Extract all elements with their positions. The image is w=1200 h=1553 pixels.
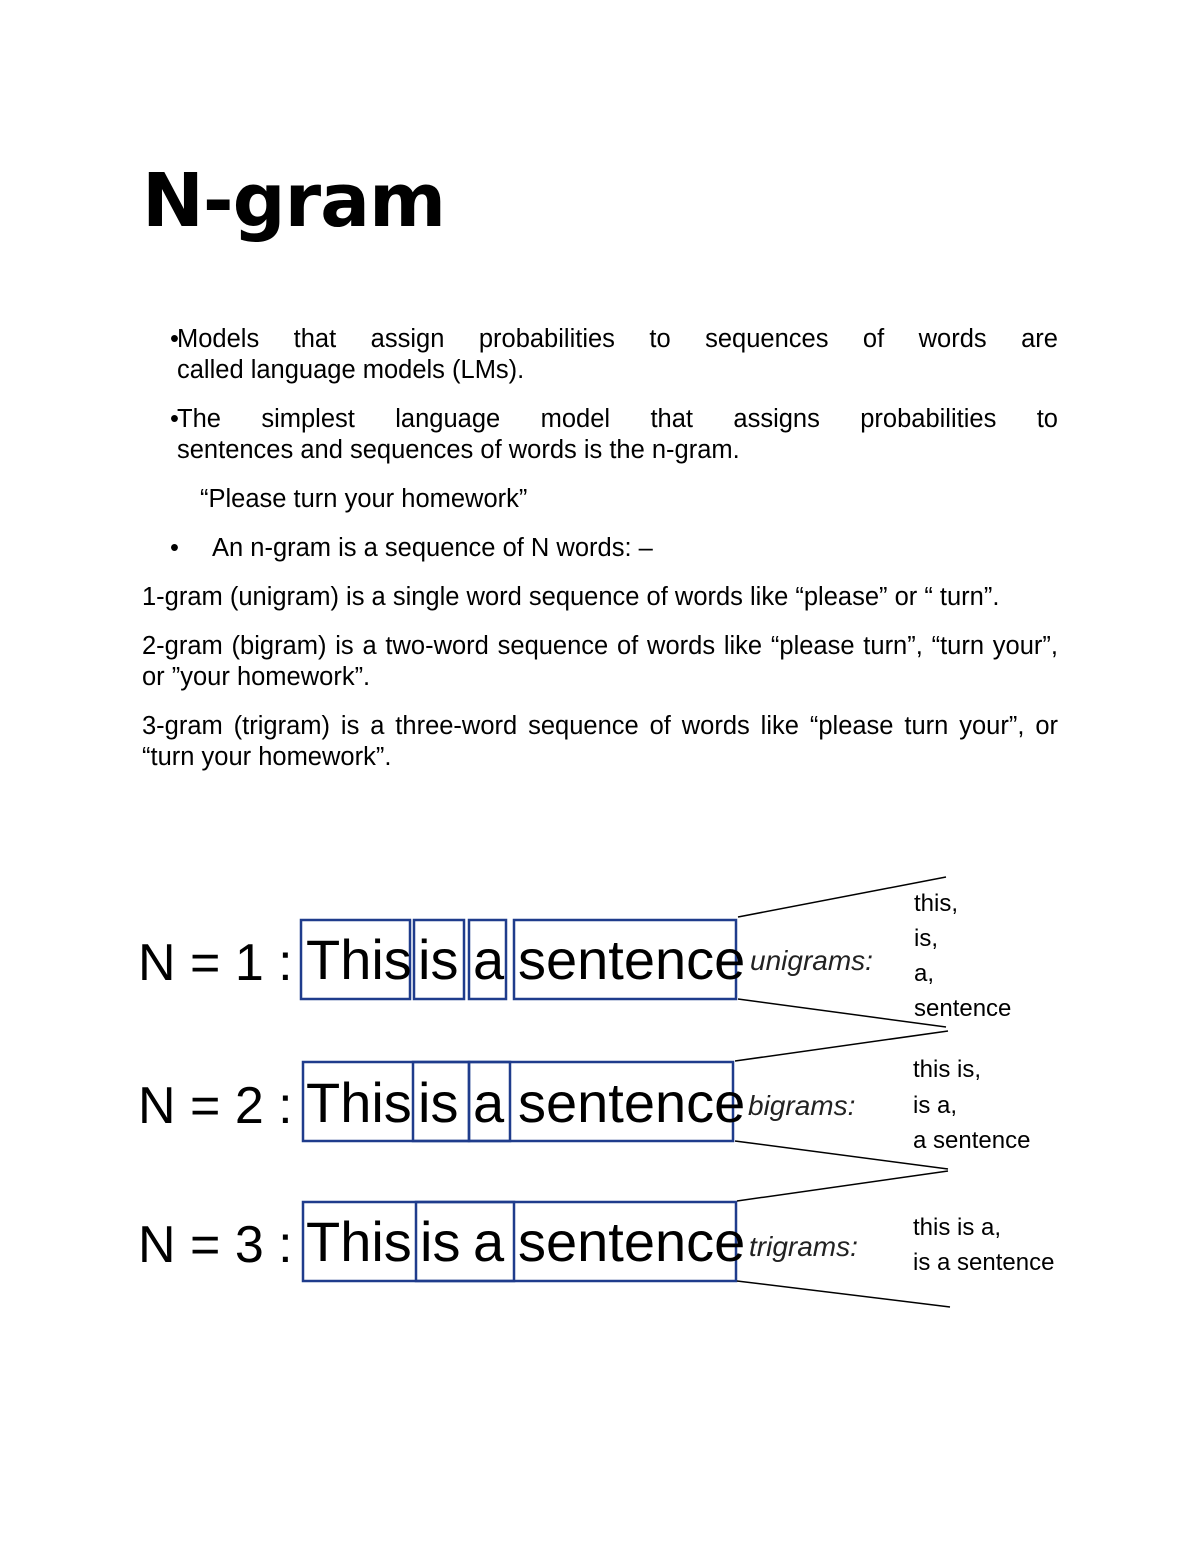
bracket-line-bottom <box>737 1281 950 1307</box>
bullet-text-line: An n-gram is a sequence of N words: – <box>212 534 653 562</box>
result-item: a sentence <box>913 1127 1031 1154</box>
result-item: is a, <box>913 1092 958 1119</box>
word-a: a <box>473 928 505 991</box>
word-sentence: sentence <box>518 928 746 991</box>
word-is: is <box>418 928 459 991</box>
ngram-kind-label: unigrams: <box>750 945 873 976</box>
word-a: a <box>473 1210 505 1273</box>
row-label: N = 3 : <box>138 1216 293 1274</box>
bullet-text-line: The simplest language model that assigns probabilities to <box>177 405 1058 433</box>
word-this: This <box>306 928 412 991</box>
result-item: a, <box>914 960 935 987</box>
result-item: is a sentence <box>913 1249 1055 1276</box>
ngram-row-2 <box>138 1031 1030 1169</box>
ngram-kind-label: trigrams: <box>749 1231 858 1262</box>
bigram-paragraph: 2-gram (bigram) is a two-word sequence of words like “please turn”, “turn your”, or ”your homework”. <box>142 632 1058 691</box>
row-label: N = 2 : <box>138 1077 293 1135</box>
ngram-kind-label: bigrams: <box>748 1090 856 1121</box>
bullet-marker: • <box>170 534 179 562</box>
result-item: this, <box>914 890 959 917</box>
trigram-paragraph: 3-gram (trigram) is a three-word sequence of words like “please turn your”, or “turn your homework”. <box>142 712 1058 771</box>
word-a: a <box>473 1071 505 1134</box>
word-sentence: sentence <box>518 1071 746 1134</box>
unigram-paragraph: 1-gram (unigram) is a single word sequence of words like “please” or “ turn”. <box>142 583 1000 611</box>
word-this: This <box>306 1210 412 1273</box>
result-item: sentence <box>914 995 1012 1022</box>
page-title: N-gram <box>142 158 446 244</box>
ngram-row-3 <box>138 1171 1054 1307</box>
bullet-marker: • <box>170 405 179 433</box>
result-item: this is, <box>913 1056 982 1083</box>
ngram-row-1 <box>138 877 1011 1027</box>
bullet-text-line: Models that assign probabilities to sequences of words are <box>177 325 1058 353</box>
bullet-marker: • <box>170 325 179 353</box>
word-sentence: sentence <box>518 1210 746 1273</box>
example-quote: “Please turn your homework” <box>200 485 528 513</box>
word-this: This <box>306 1071 412 1134</box>
word-is: is <box>420 1210 461 1273</box>
word-is: is <box>418 1071 459 1134</box>
bullet-text-continuation: called language models (LMs). <box>177 356 525 384</box>
result-item: this is a, <box>913 1214 1002 1241</box>
result-item: is, <box>914 925 938 952</box>
row-label: N = 1 : <box>138 934 293 992</box>
bullet-text-continuation: sentences and sequences of words is the n-gram. <box>177 436 740 464</box>
bracket-line-top <box>737 1171 948 1201</box>
